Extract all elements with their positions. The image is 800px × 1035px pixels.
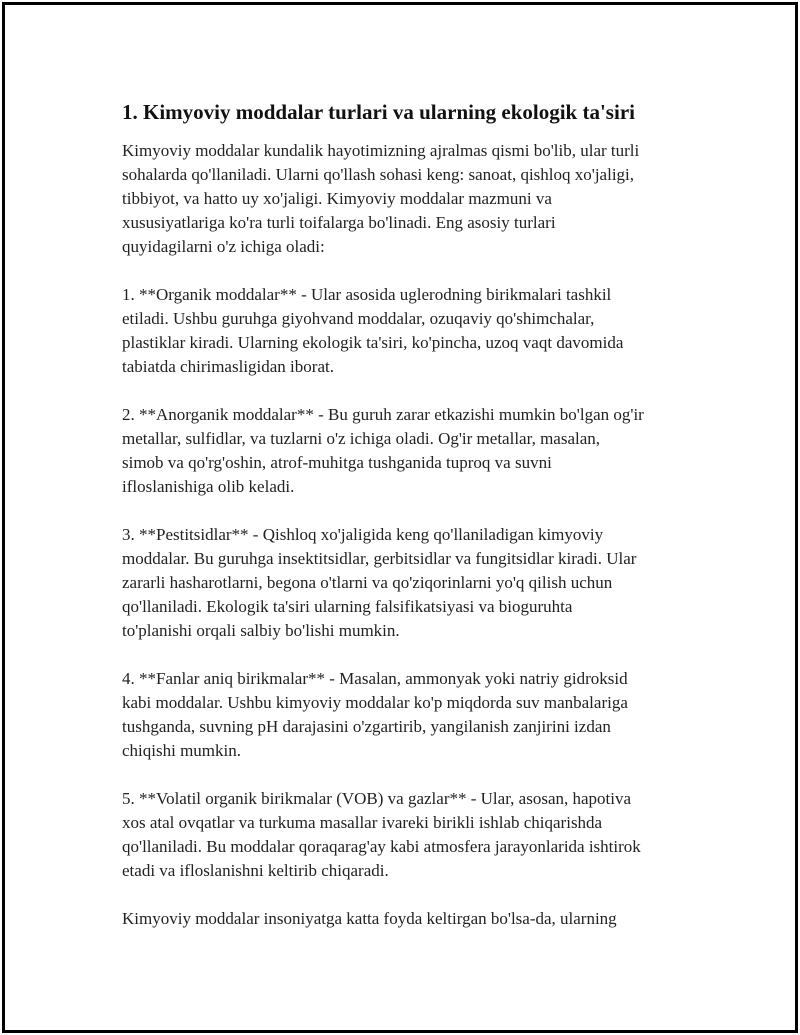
volatile-organics-paragraph: 5. **Volatil organik birikmalar (VOB) va gazlar** - Ular, asosan, hapotiva xos atal ovqatlar va turkuma masallar ivareki birikli ishlab chiqarishda qo'llaniladi. Bu moddalar qoraqarag'ay kabi atmosfera jarayonlarida ishtirok etadi va ifloslanishni keltirib chiqaradi. [122,789,641,880]
document-page [2,2,798,1033]
section-heading: 1. Kimyoviy moddalar turlari va ularning ekologik ta'siri [122,100,635,124]
inorganic-substances-paragraph: 2. **Anorganik moddalar** - Bu guruh zarar etkazishi mumkin bo'lgan og'ir metallar, sulfidlar, va tuzlarni o'z ichiga oladi. Og'ir metallar, masalan, simob va qo'rg'oshin, atrof-muhitga tushganida tuproq va suvni ifloslanishiga olib keladi. [122,405,644,496]
specific-compounds-paragraph: 4. **Fanlar aniq birikmalar** - Masalan, ammonyak yoki natriy gidroksid kabi moddalar. Ushbu kimyoviy moddalar ko'p miqdorda suv manbalariga tushganda, suvning pH darajasini o'zgartirib, yangilanish zanjirini izdan chiqishi mumkin. [122,669,628,760]
organic-substances-paragraph: 1. **Organik moddalar** - Ular asosida uglerodning birikmalari tashkil etiladi. Ushbu guruhga giyohvand moddalar, ozuqaviy qo'shimchalar, plastiklar kiradi. Ularning ekologik ta'siri, ko'pincha, uzoq vaqt davomida tabiatda chirimasligidan iborat. [122,285,624,376]
conclusion-paragraph: Kimyoviy moddalar insoniyatga katta foyda keltirgan bo'lsa-da, ularning [122,909,617,928]
pesticides-paragraph: 3. **Pestitsidlar** - Qishloq xo'jaligida keng qo'llaniladigan kimyoviy moddalar. Bu guruhga insektitsidlar, gerbitsidlar va fungitsidlar kiradi. Ular zararli hasharotlarni, begona o'tlarni va qo'ziqorinlarni yo'q qilish uchun qo'llaniladi. Ekologik ta'siri ularning falsifikatsiyasi va bioguruhta to'planishi orqali salbiy bo'lishi mumkin. [122,525,637,640]
intro-paragraph: Kimyoviy moddalar kundalik hayotimizning ajralmas qismi bo'lib, ular turli sohalarda qo'llaniladi. Ularni qo'llash sohasi keng: sanoat, qishloq xo'jaligi, tibbiyot, va hatto uy xo'jaligi. Kimyoviy moddalar mazmuni va xususiyatlariga ko'ra turli toifalarga bo'linadi. Eng asosiy turlari quyidagilarni o'z ichiga oladi: [122,141,640,256]
document-body [122,97,702,955]
